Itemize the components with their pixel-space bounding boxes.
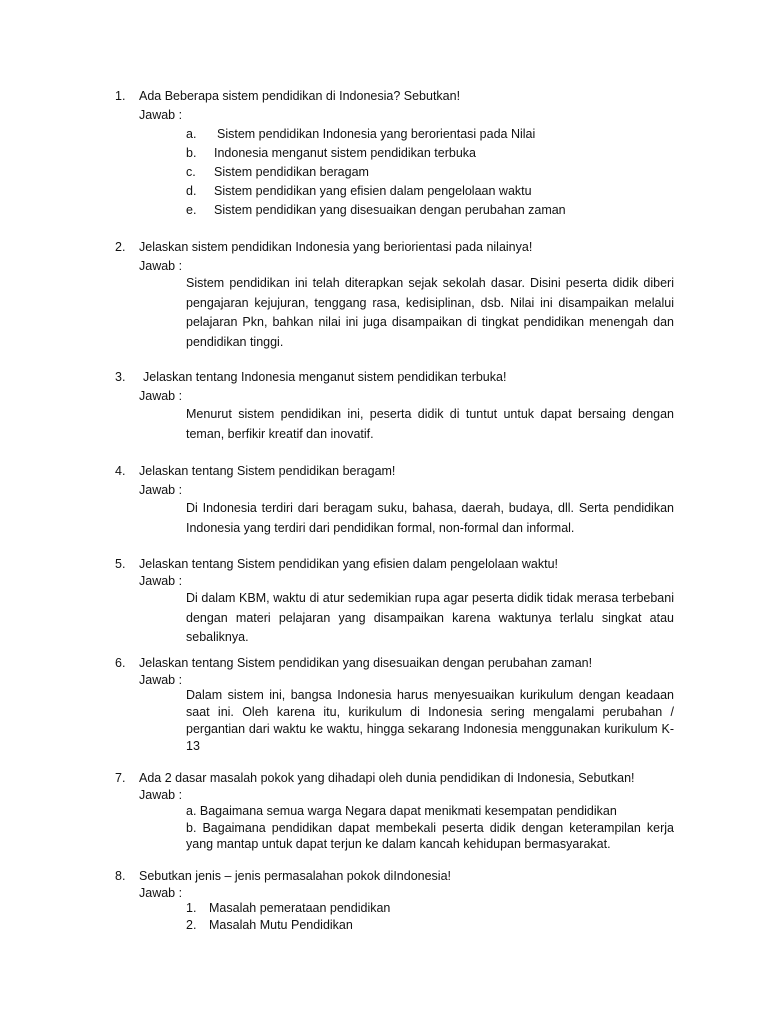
answer-text: Di dalam KBM, waktu di atur sedemikian rupa agar peserta didik tidak merasa terbebani dengan materi pelajaran yang disampaikan karena waktunya terlalu singkat atau sebaliknya. xyxy=(186,591,674,644)
question-number: 5. xyxy=(115,557,126,571)
question-number: 2. xyxy=(115,240,126,254)
question-number: 6. xyxy=(115,656,126,670)
answer-paragraph xyxy=(186,687,674,755)
question-text: Jelaskan tentang Indonesia menganut sistem pendidikan terbuka! xyxy=(143,370,507,384)
option-label: d. xyxy=(186,184,197,198)
question-text: Jelaskan tentang Sistem pendidikan yang disesuaikan dengan perubahan zaman! xyxy=(139,656,593,670)
jawab-label: Jawab : xyxy=(139,788,183,802)
question-text: Jelaskan sistem pendidikan Indonesia yang beriorientasi pada nilainya! xyxy=(139,240,533,254)
jawab-label: Jawab : xyxy=(139,108,183,122)
option-label: 2. xyxy=(186,918,197,932)
jawab-label: Jawab : xyxy=(139,574,183,588)
answer-paragraph xyxy=(186,499,674,538)
question-text: Jelaskan tentang Sistem pendidikan yang efisien dalam pengelolaan waktu! xyxy=(139,557,559,571)
jawab-label: Jawab : xyxy=(139,886,183,900)
option-label: a. xyxy=(186,127,197,141)
question-text: Sebutkan jenis – jenis permasalahan pokok diIndonesia! xyxy=(139,869,452,883)
option-label: 1. xyxy=(186,901,197,915)
option-text: Sistem pendidikan beragam xyxy=(214,165,369,179)
answer-paragraph xyxy=(186,405,674,444)
jawab-label: Jawab : xyxy=(139,483,183,497)
question-number: 1. xyxy=(115,89,126,103)
question-text: Ada Beberapa sistem pendidikan di Indonesia? Sebutkan! xyxy=(139,89,461,103)
option-text: Sistem pendidikan yang efisien dalam pengelolaan waktu xyxy=(214,184,532,198)
question-number: 7. xyxy=(115,771,126,785)
answer-text: Menurut sistem pendidikan ini, peserta didik di tuntut untuk dapat bersaing dengan teman, berfikir kreatif dan inovatif. xyxy=(186,407,674,441)
question-number: 8. xyxy=(115,869,126,883)
option-text: Masalah Mutu Pendidikan xyxy=(209,918,353,932)
option-text: Masalah pemerataan pendidikan xyxy=(209,901,391,915)
option-label: c. xyxy=(186,165,196,179)
answer-paragraph xyxy=(186,274,674,352)
answer-item-b: b. Bagaimana pendidikan dapat membekali peserta didik dengan keterampilan kerja yang mantap untuk dapat terjun ke dalam kancah kehidupan bermasyarakat. xyxy=(186,820,674,851)
question-text: Jelaskan tentang Sistem pendidikan beragam! xyxy=(139,464,396,478)
answer-item-a: a. Bagaimana semua warga Negara dapat menikmati kesempatan pendidikan xyxy=(186,804,617,818)
answer-text: Di Indonesia terdiri dari beragam suku, bahasa, daerah, budaya, dll. Serta pendidikan Indonesia yang terdiri dari pendidikan formal, non-formal dan informal. xyxy=(186,501,674,535)
jawab-label: Jawab : xyxy=(139,389,183,403)
jawab-label: Jawab : xyxy=(139,259,183,273)
option-text: Sistem pendidikan Indonesia yang berorientasi pada Nilai xyxy=(217,127,536,141)
question-number: 3. xyxy=(115,370,126,384)
option-text: Indonesia menganut sistem pendidikan terbuka xyxy=(214,146,476,160)
answer-text: Dalam sistem ini, bangsa Indonesia harus menyesuaikan kurikulum dengan keadaan saat ini. Oleh karena itu, kurikulum di Indonesia sering mengalami perubahan / pergantian dari waktu ke waktu, hingga sekarang Indonesia menggunakan kurikulum K-13 xyxy=(186,688,674,753)
jawab-label: Jawab : xyxy=(139,673,183,687)
question-text: Ada 2 dasar masalah pokok yang dihadapi oleh dunia pendidikan di Indonesia, Sebutkan! xyxy=(139,771,635,785)
answer-text: Sistem pendidikan ini telah diterapkan sejak sekolah dasar. Disini peserta didik diberi pengajaran kejujuran, tenggang rasa, kedisiplinan, dsb. Nilai ini disampaikan melalui pelajaran Pkn, bahkan nilai ini juga disampaikan di tingkat pendidikan menengah dan pendidikan tinggi. xyxy=(186,276,674,349)
question-number: 4. xyxy=(115,464,126,478)
option-label: e. xyxy=(186,203,197,217)
answer-paragraph xyxy=(186,803,674,853)
option-text: Sistem pendidikan yang disesuaikan dengan perubahan zaman xyxy=(214,203,566,217)
answer-paragraph xyxy=(186,589,674,648)
option-label: b. xyxy=(186,146,197,160)
